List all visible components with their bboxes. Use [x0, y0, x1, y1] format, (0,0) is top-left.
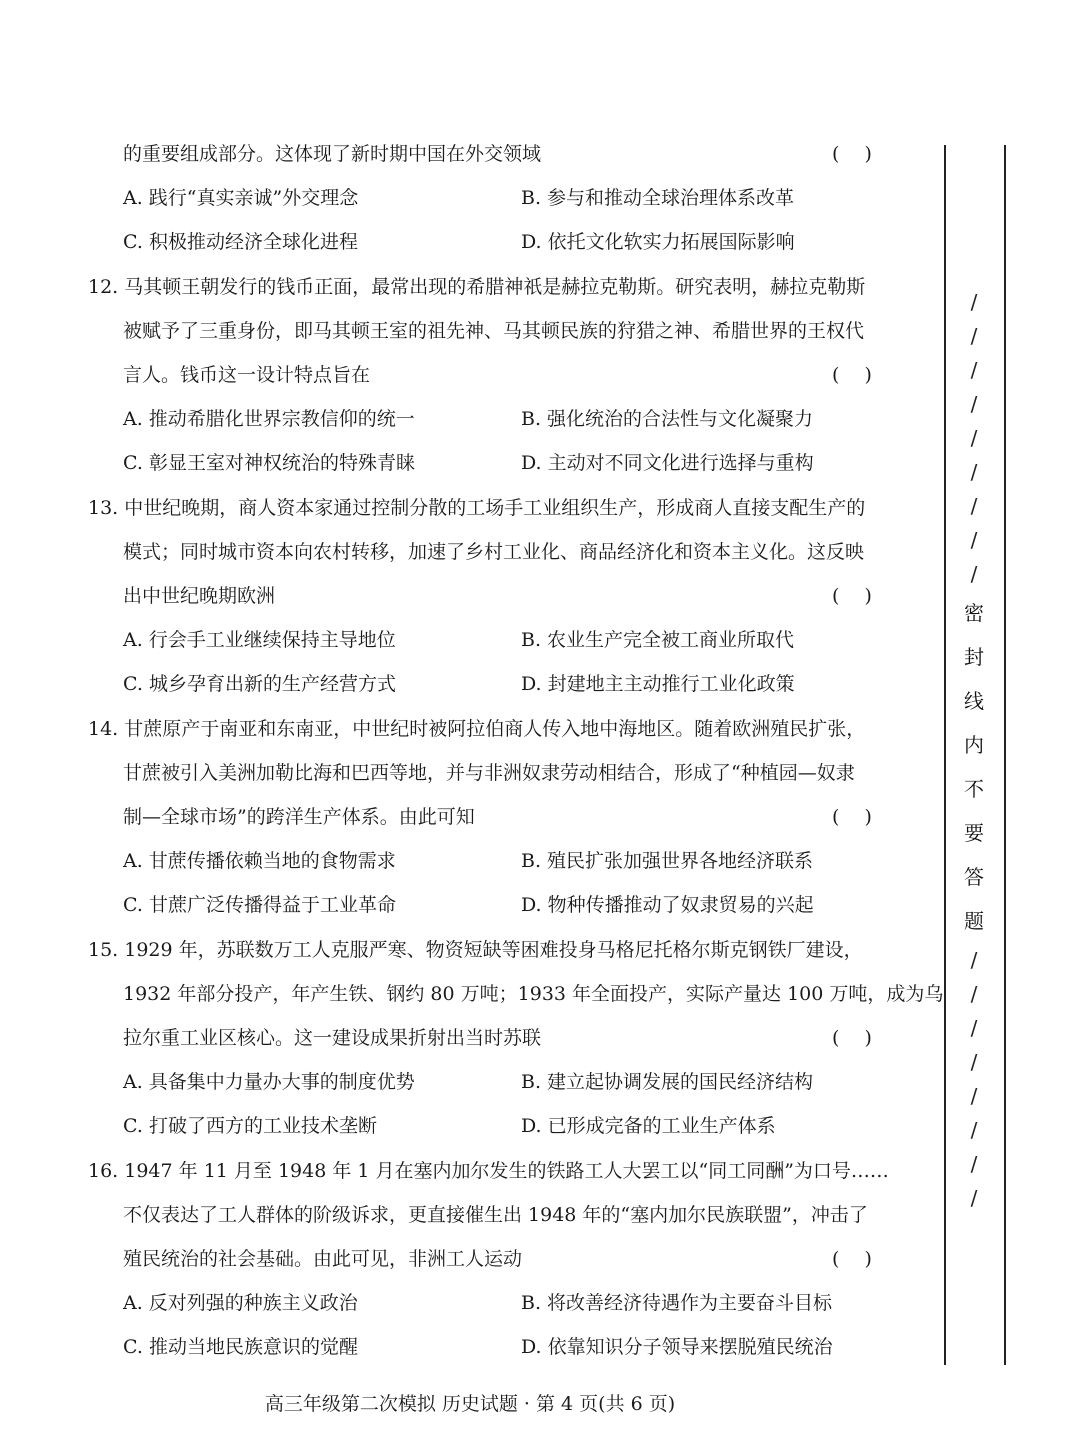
seal-dash: /: [970, 426, 978, 450]
seal-dash: /: [970, 460, 978, 484]
q14-stem-line-3: 制—全球市场”的跨洋生产体系。由此可知: [123, 806, 475, 828]
seal-dash: /: [970, 1118, 978, 1142]
q12-option-d: D. 主动对不同文化进行选择与重构: [521, 452, 814, 474]
q15-option-a: A. 具备集中力量办大事的制度优势: [123, 1071, 415, 1093]
seal-char: 题: [964, 909, 984, 933]
seal-dash: /: [970, 528, 978, 552]
seal-dash: /: [970, 1016, 978, 1040]
q15-stem-line-2: 1932 年部分投产，年产生铁、钢约 80 万吨；1933 年全面投产，实际产量达 100 万吨，成为乌: [123, 983, 944, 1005]
seal-char: 答: [964, 865, 984, 889]
q16-stem-line-2: 不仅表达了工人群体的阶级诉求，更直接催生出 1948 年的“塞内加尔民族联盟”，冲击了: [123, 1204, 868, 1226]
q16-option-c: C. 推动当地民族意识的觉醒: [123, 1336, 358, 1358]
q16-option-b: B. 将改善经济待遇作为主要奋斗目标: [521, 1292, 833, 1314]
q12-answer-bracket: ( ): [832, 364, 872, 386]
seal-rule-right: [1004, 145, 1006, 1365]
seal-dash: /: [970, 1050, 978, 1074]
seal-dash: /: [970, 324, 978, 348]
q12-option-c: C. 彰显王室对神权统治的特殊青睐: [123, 452, 415, 474]
q13-stem-line-2: 模式；同时城市资本向农村转移，加速了乡村工业化、商品经济化和资本主义化。这反映: [123, 541, 865, 563]
q11-option-c: C. 积极推动经济全球化进程: [123, 231, 358, 253]
q15-option-c: C. 打破了西方的工业技术垄断: [123, 1115, 377, 1137]
seal-rule-left: [944, 145, 946, 1365]
q14-stem-line-2: 甘蔗被引入美洲加勒比海和巴西等地，并与非洲奴隶劳动相结合，形成了“种植园—奴隶: [123, 762, 855, 784]
q11-answer-bracket: ( ): [832, 143, 872, 165]
q15-option-b: B. 建立起协调发展的国民经济结构: [521, 1071, 814, 1093]
q14-option-a: A. 甘蔗传播依赖当地的食物需求: [123, 850, 396, 872]
q13-answer-bracket: ( ): [832, 585, 872, 607]
q12-stem-line-1: 12. 马其顿王朝发行的钱币正面，最常出现的希腊神祇是赫拉克勒斯。研究表明，赫拉克勒斯: [88, 276, 866, 298]
q12-option-a: A. 推动希腊化世界宗教信仰的统一: [123, 408, 415, 430]
q11-option-a: A. 践行“真实亲诚”外交理念: [123, 187, 359, 209]
q16-answer-bracket: ( ): [832, 1248, 872, 1270]
q13-option-c: C. 城乡孕育出新的生产经营方式: [123, 673, 396, 695]
q13-option-d: D. 封建地主主动推行工业化政策: [521, 673, 795, 695]
q13-option-b: B. 农业生产完全被工商业所取代: [521, 629, 795, 651]
seal-char: 封: [964, 645, 984, 669]
q11-stem: 的重要组成部分。这体现了新时期中国在外交领域: [123, 143, 542, 165]
seal-dash: /: [970, 290, 978, 314]
q15-stem-line-1: 15. 1929 年，苏联数万工人克服严寒、物资短缺等困难投身马格尼托格尔斯克钢铁厂建设，: [88, 939, 863, 961]
seal-char: 内: [964, 733, 984, 757]
q15-option-d: D. 已形成完备的工业生产体系: [521, 1115, 776, 1137]
q12-stem-line-2: 被赋予了三重身份，即马其顿王室的祖先神、马其顿民族的狩猎之神、希腊世界的王权代: [123, 320, 865, 342]
q16-stem-line-1: 16. 1947 年 11 月至 1948 年 1 月在塞内加尔发生的铁路工人大罢工以“同工同酬”为口号……: [88, 1160, 889, 1182]
q14-option-c: C. 甘蔗广泛传播得益于工业革命: [123, 894, 396, 916]
q11-option-d: D. 依托文化软实力拓展国际影响: [521, 231, 795, 253]
seal-dash: /: [970, 982, 978, 1006]
seal-char: 密: [964, 601, 984, 625]
seal-line-column: [960, 285, 988, 1345]
q16-stem-line-3: 殖民统治的社会基础。由此可见，非洲工人运动: [123, 1248, 523, 1270]
seal-dash: /: [970, 948, 978, 972]
seal-char: 要: [964, 821, 984, 845]
q16-option-d: D. 依靠知识分子领导来摆脱殖民统治: [521, 1336, 833, 1358]
q13-option-a: A. 行会手工业继续保持主导地位: [123, 629, 396, 651]
seal-char: 线: [964, 689, 984, 713]
q14-answer-bracket: ( ): [832, 806, 872, 828]
q14-option-d: D. 物种传播推动了奴隶贸易的兴起: [521, 894, 814, 916]
seal-dash: /: [970, 494, 978, 518]
q15-answer-bracket: ( ): [832, 1027, 872, 1049]
q14-stem-line-1: 14. 甘蔗原产于南亚和东南亚，中世纪时被阿拉伯商人传入地中海地区。随着欧洲殖民扩张，: [88, 718, 866, 740]
q12-stem-line-3: 言人。钱币这一设计特点旨在: [123, 364, 371, 386]
q16-option-a: A. 反对列强的种族主义政治: [123, 1292, 358, 1314]
q11-option-b: B. 参与和推动全球治理体系改革: [521, 187, 795, 209]
seal-dash: /: [970, 1084, 978, 1108]
seal-dash: /: [970, 392, 978, 416]
seal-dash: /: [970, 1186, 978, 1210]
q15-stem-line-3: 拉尔重工业区核心。这一建设成果折射出当时苏联: [123, 1027, 542, 1049]
q13-stem-line-3: 出中世纪晚期欧洲: [123, 585, 276, 607]
seal-dash: /: [970, 358, 978, 382]
q14-option-b: B. 殖民扩张加强世界各地经济联系: [521, 850, 814, 872]
q12-option-b: B. 强化统治的合法性与文化凝聚力: [521, 408, 814, 430]
seal-char: 不: [964, 777, 984, 801]
q13-stem-line-1: 13. 中世纪晚期，商人资本家通过控制分散的工场手工业组织生产，形成商人直接支配生产的: [88, 497, 866, 519]
seal-dash: /: [970, 1152, 978, 1176]
seal-dash: /: [970, 562, 978, 586]
page-footer: 高三年级第二次模拟 历史试题 · 第 4 页(共 6 页): [264, 1393, 676, 1415]
